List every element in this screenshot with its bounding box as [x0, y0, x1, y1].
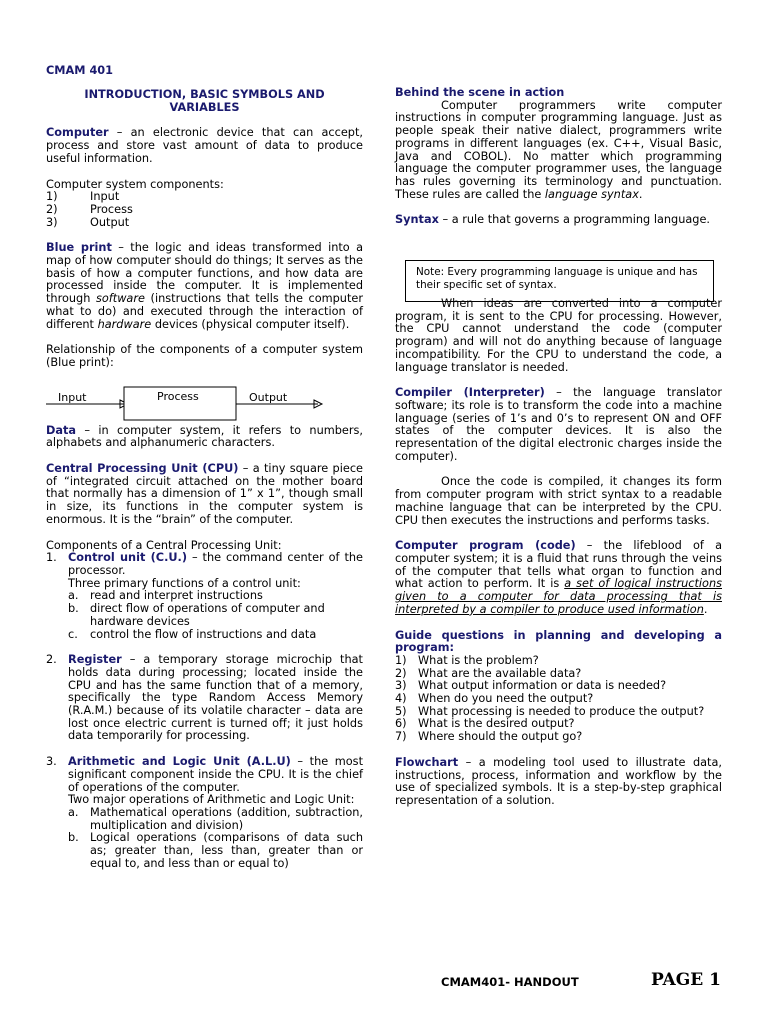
- right-column: [395, 87, 722, 808]
- converted-paragraph: When ideas are converted into a computer program, it is sent to the CPU for processing. However, the CPU cannot understand the code (computer program) and will not do anything because of language incompatibility. For the CPU to understand the code, a language translator is needed.: [395, 297, 722, 374]
- left-column: [46, 64, 363, 870]
- list-item: 6) What is the desired output?: [395, 717, 575, 731]
- page-number: PAGE 1: [651, 970, 721, 990]
- list-item: 2. Register – a temporary storage microchip that holds data during processing; located inside the CPU and has the same function that of a memory, specifically the type Random Access Memory (R.A.M.) because of its volatile character – data are lost once electric current is turned off; it just holds data temporarily for processing.: [46, 653, 363, 743]
- list-item: 3) Output: [46, 215, 130, 229]
- diagram-output-label: Output: [249, 391, 288, 404]
- blueprint-definition: Blue print – the logic and ideas transformed into a map of how computer should do things; It serves as the basis of how a computer functions, and how data are processed inside the computer. It is implemented through software (instructions that tells the computer what to do) and executed through the interaction of different hardware devices (physical computer itself).: [46, 241, 363, 331]
- compiler-definition: Compiler (Interpreter) – the language translator software; its role is to transform the code into a machine language (series of 1’s and 0’s to represent ON and OFF states of the computer devices. It is also the representation of the digital electronic charges inside the computer).: [395, 386, 722, 463]
- guide-questions-list: [395, 655, 722, 744]
- list-item: 5) What processing is needed to produce the output?: [395, 704, 705, 718]
- data-definition: Data – in computer system, it refers to numbers, alphabets and alphanumeric characters.: [46, 423, 363, 450]
- compiled-paragraph: Once the code is compiled, it changes its form from computer program with strict syntax to a readable machine language that can be interpreted by the CPU. CPU then executes the instructions and performs tasks.: [395, 475, 722, 527]
- flowchart-definition: Flowchart – a modeling tool used to illustrate data, instructions, process, information and workflow by the use of specialized symbols. It is a step-by-step graphical representation of a solution.: [395, 755, 722, 807]
- cpu-definition: Central Processing Unit (CPU) – a tiny square piece of “integrated circuit attached on the mother board that normally has a dimension of 1” x 1”, though small in size, its functions in the computer system is enormous. It is the “brain” of the computer.: [46, 462, 363, 526]
- list-item: 1) Input: [46, 190, 120, 204]
- list-item: 3) What output information or data is needed?: [395, 679, 667, 693]
- diagram-input-label: Input: [58, 391, 87, 404]
- syntax-definition: Syntax – a rule that governs a programming language.: [395, 213, 711, 227]
- behind-heading: Behind the scene in action: [395, 86, 565, 99]
- list-item: 4) When do you need the output?: [395, 692, 594, 706]
- list-item: 7) Where should the output go?: [395, 730, 583, 744]
- list-item: 2) Process: [46, 202, 133, 216]
- components-heading: Computer system components:: [46, 177, 224, 191]
- computer-term: Computer: [46, 126, 109, 140]
- behind-paragraph: Computer programmers write computer instructions in computer programming language. Just as people speak their native dialect, programmers write programs in different languages (ex. C++, Visual Basic, Java and COBOL). No matter which programming language the computer programmer uses, the language has rules governing its terminology and punctuation. These rules are called the language syntax.: [395, 98, 722, 201]
- computer-definition: Computer – an electronic device that can accept, process and store vast amount of data to produce useful information.: [46, 126, 363, 165]
- components-list: [46, 191, 363, 229]
- diagram-process-label: Process: [157, 390, 199, 403]
- guide-heading: Guide questions in planning and developing a program:: [395, 628, 722, 655]
- list-item: 3. Arithmetic and Logic Unit (A.L.U) – the most significant component inside the CPU. It is the chief of operations of the computer. Two major operations of Arithmetic and Logic Unit: a. Mathematical operations (addition, subtraction, multiplication and division) b. Logical operations (comparisons of data such as; greater than, less than, greater than or equal to, and less than or equal to): [46, 755, 363, 870]
- relationship-text: Relationship of the components of a computer system (Blue print):: [46, 343, 363, 369]
- page-title: INTRODUCTION, BASIC SYMBOLS AND VARIABLES: [84, 88, 325, 114]
- list-item: 1. Control unit (C.U.) – the command center of the processor. Three primary functions of a control unit: a. read and interpret instructions b. direct flow of operations of computer and hardware devices c. control the flow of instructions and data: [46, 551, 363, 641]
- course-code: CMAM 401: [46, 64, 114, 77]
- syntax-note-box: Note: Every programming language is unique and has their specific set of syntax.: [405, 260, 714, 302]
- list-item: 2) What are the available data?: [395, 666, 582, 680]
- footer-handout-label: CMAM401- HANDOUT: [441, 975, 579, 989]
- blueprint-diagram: [46, 386, 326, 426]
- program-definition: Computer program (code) – the lifeblood of a computer system; it is a fluid that runs through the veins of the computer that tells what organ to function and what action to perform. It is a set of logical instructions given to a computer for data processing that is interpreted by a compiler to produce used information.: [395, 539, 722, 616]
- list-item: 1) What is the problem?: [395, 653, 539, 667]
- cpu-components-heading: Components of a Central Processing Unit:: [46, 538, 282, 552]
